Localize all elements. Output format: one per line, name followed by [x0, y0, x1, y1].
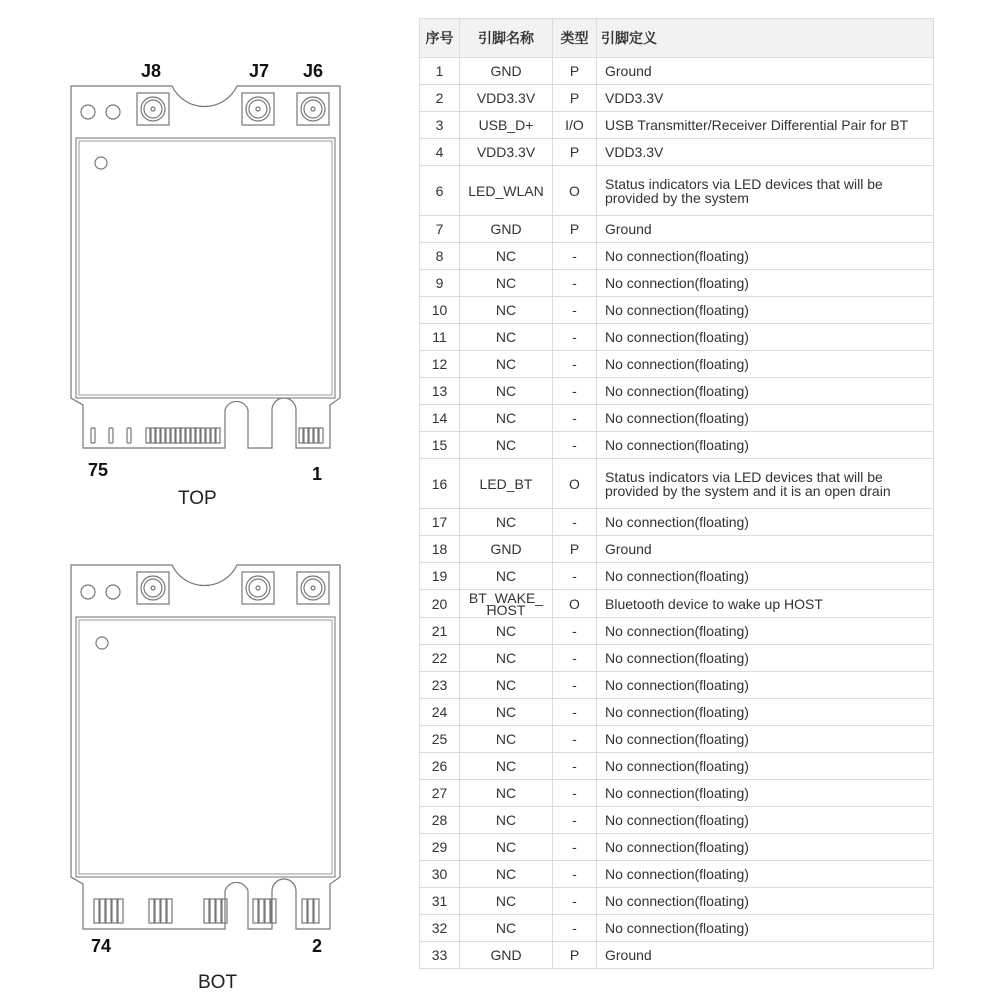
table-row [420, 216, 934, 243]
pin-definition: No connection(floating) [597, 834, 934, 861]
pin-type: P [553, 942, 597, 969]
pin-name: NC [460, 351, 553, 378]
table-row [420, 563, 934, 590]
pin-number: 22 [420, 645, 460, 672]
table-row [420, 243, 934, 270]
table-row [420, 459, 934, 509]
pin-definition: No connection(floating) [597, 297, 934, 324]
pin-definition: No connection(floating) [597, 645, 934, 672]
pin-name: NC [460, 324, 553, 351]
pin-number: 10 [420, 297, 460, 324]
pin-definition: No connection(floating) [597, 270, 934, 297]
pin-type: P [553, 139, 597, 166]
pin-definition: Ground [597, 58, 934, 85]
pin-definition: No connection(floating) [597, 378, 934, 405]
pin-number: 4 [420, 139, 460, 166]
pin-name: NC [460, 807, 553, 834]
pin-number: 19 [420, 563, 460, 590]
pin-type: - [553, 672, 597, 699]
table-row [420, 85, 934, 112]
table-row [420, 432, 934, 459]
top-pin-left-label: 75 [88, 460, 109, 480]
pin-type: - [553, 432, 597, 459]
pin-number: 2 [420, 85, 460, 112]
pin-number: 14 [420, 405, 460, 432]
pin-name: NC [460, 405, 553, 432]
pin-definition: Ground [597, 216, 934, 243]
pin-type: - [553, 780, 597, 807]
table-row [420, 351, 934, 378]
table-row [420, 270, 934, 297]
pin-definition: VDD3.3V [597, 139, 934, 166]
pin-name: NC [460, 432, 553, 459]
pin-type: P [553, 58, 597, 85]
pin-definition: No connection(floating) [597, 351, 934, 378]
pin-number: 21 [420, 618, 460, 645]
pin-type: - [553, 563, 597, 590]
pin-type: - [553, 378, 597, 405]
pin-type: - [553, 270, 597, 297]
pin-definition: No connection(floating) [597, 807, 934, 834]
table-header-row [420, 19, 934, 58]
pin-type: P [553, 85, 597, 112]
top-pin-right-label: 1 [312, 464, 323, 484]
bottom-pin-right-label: 2 [312, 936, 323, 956]
pin-name: NC [460, 297, 553, 324]
pin-number: 23 [420, 672, 460, 699]
pin-name: NC [460, 834, 553, 861]
pin-type: - [553, 807, 597, 834]
antenna-label-j8: J8 [141, 61, 162, 81]
pin-name: NC [460, 618, 553, 645]
pin-number: 9 [420, 270, 460, 297]
pin-number: 24 [420, 699, 460, 726]
pin-number: 6 [420, 166, 460, 216]
pin-number: 17 [420, 509, 460, 536]
pin-type: - [553, 509, 597, 536]
pin-type: - [553, 297, 597, 324]
table-row [420, 807, 934, 834]
pin-name: VDD3.3V [460, 85, 553, 112]
pin-definition: No connection(floating) [597, 699, 934, 726]
pin-type: - [553, 405, 597, 432]
table-row [420, 672, 934, 699]
pin-name: NC [460, 672, 553, 699]
pin-name: NC [460, 699, 553, 726]
pin-type: - [553, 645, 597, 672]
pin-type: - [553, 324, 597, 351]
pin-number: 12 [420, 351, 460, 378]
table-row [420, 780, 934, 807]
pin-definition: No connection(floating) [597, 861, 934, 888]
pin-definition: No connection(floating) [597, 405, 934, 432]
pin-definition: No connection(floating) [597, 915, 934, 942]
pin-definition: Bluetooth device to wake up HOST [597, 590, 934, 618]
pin-type: P [553, 216, 597, 243]
table-row [420, 297, 934, 324]
pin-type: - [553, 888, 597, 915]
table-row [420, 699, 934, 726]
table-row [420, 888, 934, 915]
pin-type: - [553, 351, 597, 378]
pin-name: NC [460, 861, 553, 888]
pin-definition: No connection(floating) [597, 509, 934, 536]
table-row [420, 536, 934, 563]
header-number: 序号 [420, 19, 460, 58]
table-row [420, 726, 934, 753]
pin-type: - [553, 753, 597, 780]
pin-number: 16 [420, 459, 460, 509]
pin-number: 33 [420, 942, 460, 969]
pin-name: NC [460, 888, 553, 915]
pin-number: 29 [420, 834, 460, 861]
pin-name: NC [460, 915, 553, 942]
table-row [420, 139, 934, 166]
pin-name: NC [460, 243, 553, 270]
pin-definition: No connection(floating) [597, 780, 934, 807]
pin-definition: No connection(floating) [597, 672, 934, 699]
pin-name: NC [460, 726, 553, 753]
top-view-caption: TOP [178, 488, 217, 509]
pin-definition: USB Transmitter/Receiver Differential Pair for BT [597, 112, 934, 139]
table-row [420, 618, 934, 645]
antenna-label-j6: J6 [303, 61, 324, 81]
pin-type: O [553, 590, 597, 618]
pin-definition: Status indicators via LED devices that will be provided by the system [597, 166, 934, 216]
pin-definition: No connection(floating) [597, 753, 934, 780]
table-body [420, 58, 934, 969]
pin-number: 28 [420, 807, 460, 834]
pin-definition-table [419, 18, 934, 969]
table-row [420, 324, 934, 351]
pin-name: VDD3.3V [460, 139, 553, 166]
pin-definition: No connection(floating) [597, 888, 934, 915]
table-row [420, 509, 934, 536]
pin-number: 30 [420, 861, 460, 888]
pin-type: P [553, 536, 597, 563]
pin-number: 20 [420, 590, 460, 618]
table-row [420, 378, 934, 405]
table-row [420, 915, 934, 942]
pin-type: - [553, 834, 597, 861]
pin-name: NC [460, 563, 553, 590]
table-row [420, 405, 934, 432]
pin-number: 7 [420, 216, 460, 243]
pin-definition: No connection(floating) [597, 563, 934, 590]
table-row [420, 753, 934, 780]
antenna-label-j7: J7 [249, 61, 270, 81]
bottom-view-caption: BOT [198, 972, 238, 993]
pin-type: O [553, 166, 597, 216]
table-row [420, 58, 934, 85]
pin-type: - [553, 861, 597, 888]
pin-definition: No connection(floating) [597, 618, 934, 645]
table-row [420, 166, 934, 216]
pin-definition: No connection(floating) [597, 726, 934, 753]
pin-number: 26 [420, 753, 460, 780]
pin-name: NC [460, 378, 553, 405]
pin-name: USB_D+ [460, 112, 553, 139]
pin-type: I/O [553, 112, 597, 139]
header-type: 类型 [553, 19, 597, 58]
pin-name: LED_WLAN [460, 166, 553, 216]
table-row [420, 834, 934, 861]
table-row [420, 112, 934, 139]
pin-definition: Ground [597, 536, 934, 563]
pin-type: - [553, 726, 597, 753]
pin-definition: Status indicators via LED devices that will be provided by the system and it is an open drain [597, 459, 934, 509]
header-pin-name: 引脚名称 [460, 19, 553, 58]
pin-name: NC [460, 753, 553, 780]
pin-definition: Ground [597, 942, 934, 969]
pin-number: 3 [420, 112, 460, 139]
pin-number: 31 [420, 888, 460, 915]
pin-name: GND [460, 58, 553, 85]
pin-number: 1 [420, 58, 460, 85]
pin-name: NC [460, 270, 553, 297]
table-row [420, 590, 934, 618]
pin-type: O [553, 459, 597, 509]
pin-definition: No connection(floating) [597, 432, 934, 459]
pin-number: 8 [420, 243, 460, 270]
pin-number: 25 [420, 726, 460, 753]
pin-definition: No connection(floating) [597, 243, 934, 270]
pin-name: GND [460, 942, 553, 969]
pin-name: NC [460, 780, 553, 807]
pin-type: - [553, 699, 597, 726]
table-row [420, 645, 934, 672]
pin-type: - [553, 915, 597, 942]
bottom-view-diagram [0, 0, 400, 1000]
table-row [420, 942, 934, 969]
bottom-pin-left-label: 74 [91, 936, 112, 956]
pin-number: 32 [420, 915, 460, 942]
pin-name: NC [460, 509, 553, 536]
pin-number: 18 [420, 536, 460, 563]
pin-name: GND [460, 216, 553, 243]
bottom-board-outline [0, 0, 400, 1000]
pin-name: GND [460, 536, 553, 563]
pin-number: 15 [420, 432, 460, 459]
pin-definition: VDD3.3V [597, 85, 934, 112]
pin-type: - [553, 618, 597, 645]
pin-definition: No connection(floating) [597, 324, 934, 351]
pin-name: LED_BT [460, 459, 553, 509]
pin-number: 13 [420, 378, 460, 405]
pin-number: 11 [420, 324, 460, 351]
table-row [420, 861, 934, 888]
pin-type: - [553, 243, 597, 270]
pin-name: NC [460, 645, 553, 672]
header-definition: 引脚定义 [597, 19, 934, 58]
pin-number: 27 [420, 780, 460, 807]
pin-name: BT_WAKE_HOST [460, 590, 553, 618]
